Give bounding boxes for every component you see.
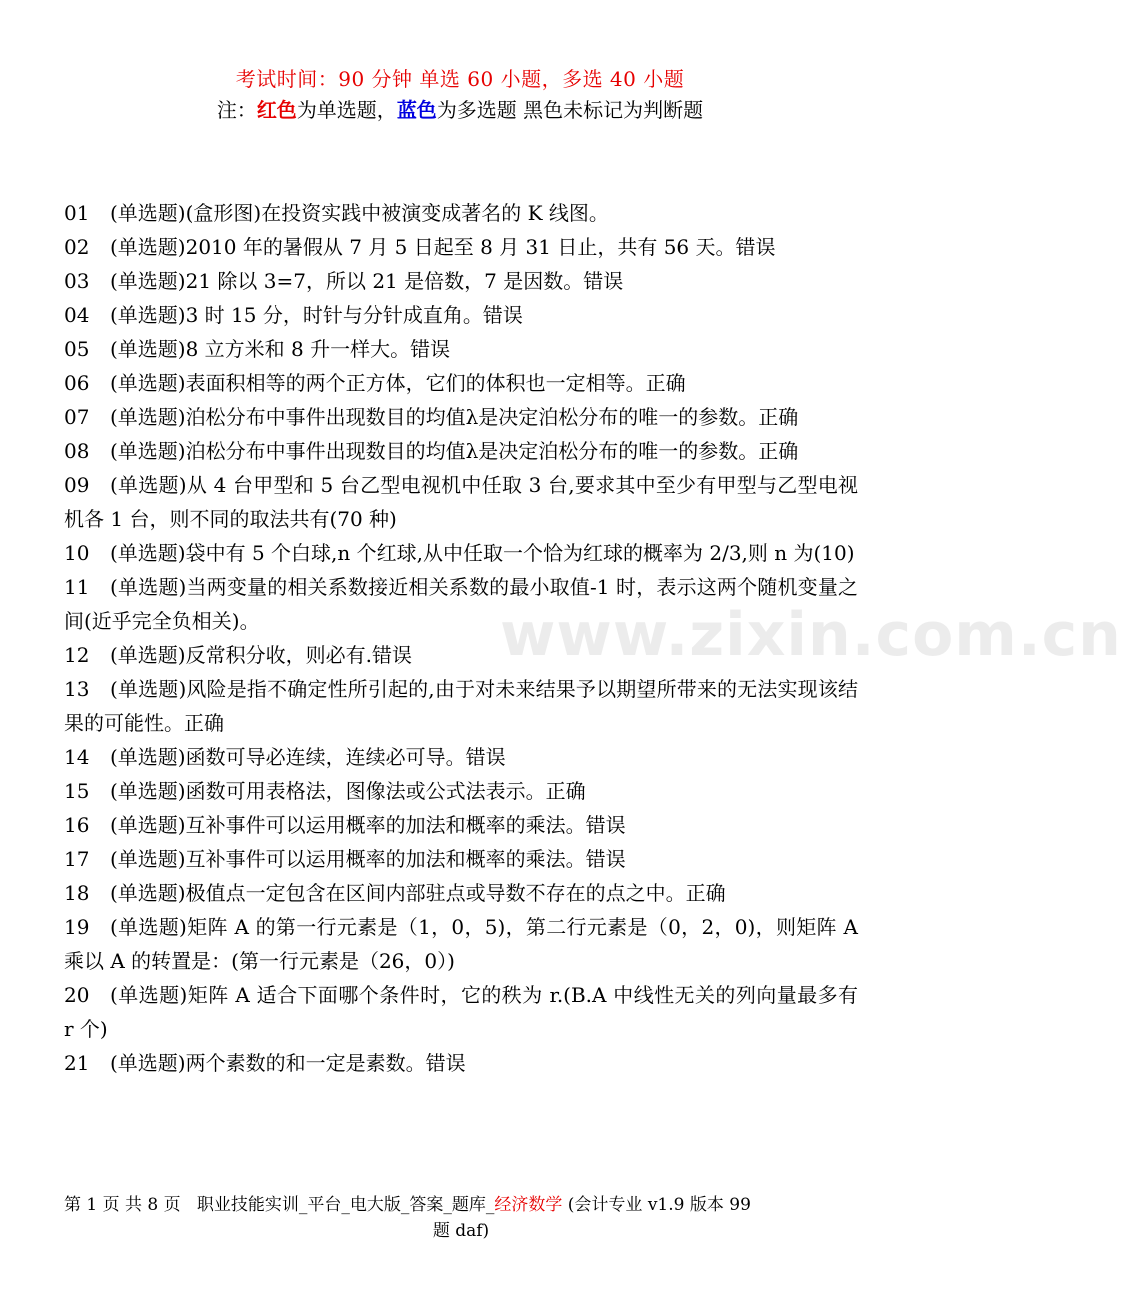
- question-text: (单选题)21 除以 3=7，所以 21 是倍数，7 是因数。错误: [110, 269, 624, 293]
- question-number: 12: [64, 643, 90, 667]
- question-text: (单选题)当两变量的相关系数接近相关系数的最小取值-1 时，表示这两个随机变量之间(近乎完全负相关)。: [64, 575, 858, 633]
- footer-line-2: 题 daf): [432, 1221, 490, 1241]
- question-item: [64, 298, 858, 332]
- question-text: (单选题)风险是指不确定性所引起的,由于对未来结果予以期望所带来的无法实现该结果的可能性。正确: [64, 677, 858, 735]
- question-item: [64, 230, 858, 264]
- question-number: 10: [64, 541, 90, 565]
- note-prefix: 注：: [216, 98, 257, 122]
- question-item: [64, 638, 858, 672]
- page-footer: [64, 1192, 858, 1244]
- question-text: (单选题)矩阵 A 适合下面哪个条件时，它的秩为 r.(B.A 中线性无关的列向量最多有 r 个): [64, 983, 858, 1041]
- exam-header: [0, 64, 920, 126]
- note-suffix: 为多选题 黑色未标记为判断题: [436, 98, 704, 122]
- question-number: 05: [64, 337, 90, 361]
- question-text: (单选题)函数可用表格法，图像法或公式法表示。正确: [110, 779, 586, 803]
- question-text: (单选题)泊松分布中事件出现数目的均值λ是决定泊松分布的唯一的参数。正确: [110, 439, 799, 463]
- footer-text-b: (会计专业 v1.9 版本 99: [567, 1195, 751, 1215]
- question-item: [64, 672, 858, 740]
- question-list: [64, 196, 858, 1080]
- question-text: (单选题)互补事件可以运用概率的加法和概率的乘法。错误: [110, 847, 626, 871]
- question-item: [64, 740, 858, 774]
- question-number: 17: [64, 847, 90, 871]
- question-number: 08: [64, 439, 90, 463]
- footer-page-info: 第 1 页 共 8 页: [64, 1195, 181, 1215]
- legend-note: [0, 94, 920, 126]
- question-item: [64, 196, 858, 230]
- question-text: (单选题)(盒形图)在投资实践中被演变成著名的 K 线图。: [110, 201, 609, 225]
- question-item: [64, 332, 858, 366]
- question-number: 09: [64, 473, 90, 497]
- question-item: [64, 978, 858, 1046]
- question-text: (单选题)表面积相等的两个正方体，它们的体积也一定相等。正确: [110, 371, 686, 395]
- question-item: [64, 808, 858, 842]
- question-number: 15: [64, 779, 90, 803]
- question-text: (单选题)矩阵 A 的第一行元素是（1，0，5)，第二行元素是（0，2，0)，则矩阵 A 乘以 A 的转置是：(第一行元素是（26，0）): [64, 915, 858, 973]
- watermark: www.zixin.com.cn: [500, 600, 1122, 670]
- question-item: [64, 536, 858, 570]
- question-number: 14: [64, 745, 90, 769]
- question-item: [64, 264, 858, 298]
- question-number: 13: [64, 677, 90, 701]
- question-number: 16: [64, 813, 90, 837]
- question-item: [64, 774, 858, 808]
- question-text: (单选题)泊松分布中事件出现数目的均值λ是决定泊松分布的唯一的参数。正确: [110, 405, 799, 429]
- question-number: 21: [64, 1051, 90, 1075]
- footer-line: [64, 1192, 858, 1218]
- note-red-label: 红色: [256, 98, 297, 122]
- question-item: [64, 842, 858, 876]
- question-number: 07: [64, 405, 90, 429]
- question-item: [64, 400, 858, 434]
- question-text: (单选题)8 立方米和 8 升一样大。错误: [110, 337, 451, 361]
- footer-text-a: 职业技能实训_平台_电大版_答案_题库_: [196, 1195, 495, 1215]
- question-number: 03: [64, 269, 90, 293]
- question-number: 18: [64, 881, 90, 905]
- question-number: 06: [64, 371, 90, 395]
- question-text: (单选题)互补事件可以运用概率的加法和概率的乘法。错误: [110, 813, 626, 837]
- question-text: (单选题)函数可导必连续，连续必可导。错误: [110, 745, 506, 769]
- question-number: 04: [64, 303, 90, 327]
- question-item: [64, 468, 858, 536]
- question-text: (单选题)3 时 15 分，时针与分针成直角。错误: [110, 303, 523, 327]
- question-text: (单选题)极值点一定包含在区间内部驻点或导数不存在的点之中。正确: [110, 881, 726, 905]
- question-text: (单选题)两个素数的和一定是素数。错误: [110, 1051, 466, 1075]
- question-text: (单选题)2010 年的暑假从 7 月 5 日起至 8 月 31 日止，共有 56 天。错误: [110, 235, 776, 259]
- question-number: 02: [64, 235, 90, 259]
- exam-info-title: 考试时间：90 分钟 单选 60 小题，多选 40 小题: [235, 67, 685, 91]
- question-item: [64, 1046, 858, 1080]
- question-text: (单选题)反常积分收，则必有.错误: [110, 643, 412, 667]
- footer-subject: 经济数学: [494, 1195, 563, 1215]
- note-mid: 为单选题，: [296, 98, 397, 122]
- question-number: 11: [64, 575, 90, 599]
- question-number: 20: [64, 983, 90, 1007]
- question-item: [64, 570, 858, 638]
- question-item: [64, 434, 858, 468]
- question-item: [64, 366, 858, 400]
- question-text: (单选题)从 4 台甲型和 5 台乙型电视机中任取 3 台,要求其中至少有甲型与乙型电视机各 1 台，则不同的取法共有(70 种): [64, 473, 858, 531]
- question-text: (单选题)袋中有 5 个白球,n 个红球,从中任取一个恰为红球的概率为 2/3,则 n 为(10): [110, 541, 855, 565]
- question-item: [64, 876, 858, 910]
- question-item: [64, 910, 858, 978]
- note-blue-label: 蓝色: [396, 98, 437, 122]
- question-number: 01: [64, 201, 90, 225]
- question-number: 19: [64, 915, 90, 939]
